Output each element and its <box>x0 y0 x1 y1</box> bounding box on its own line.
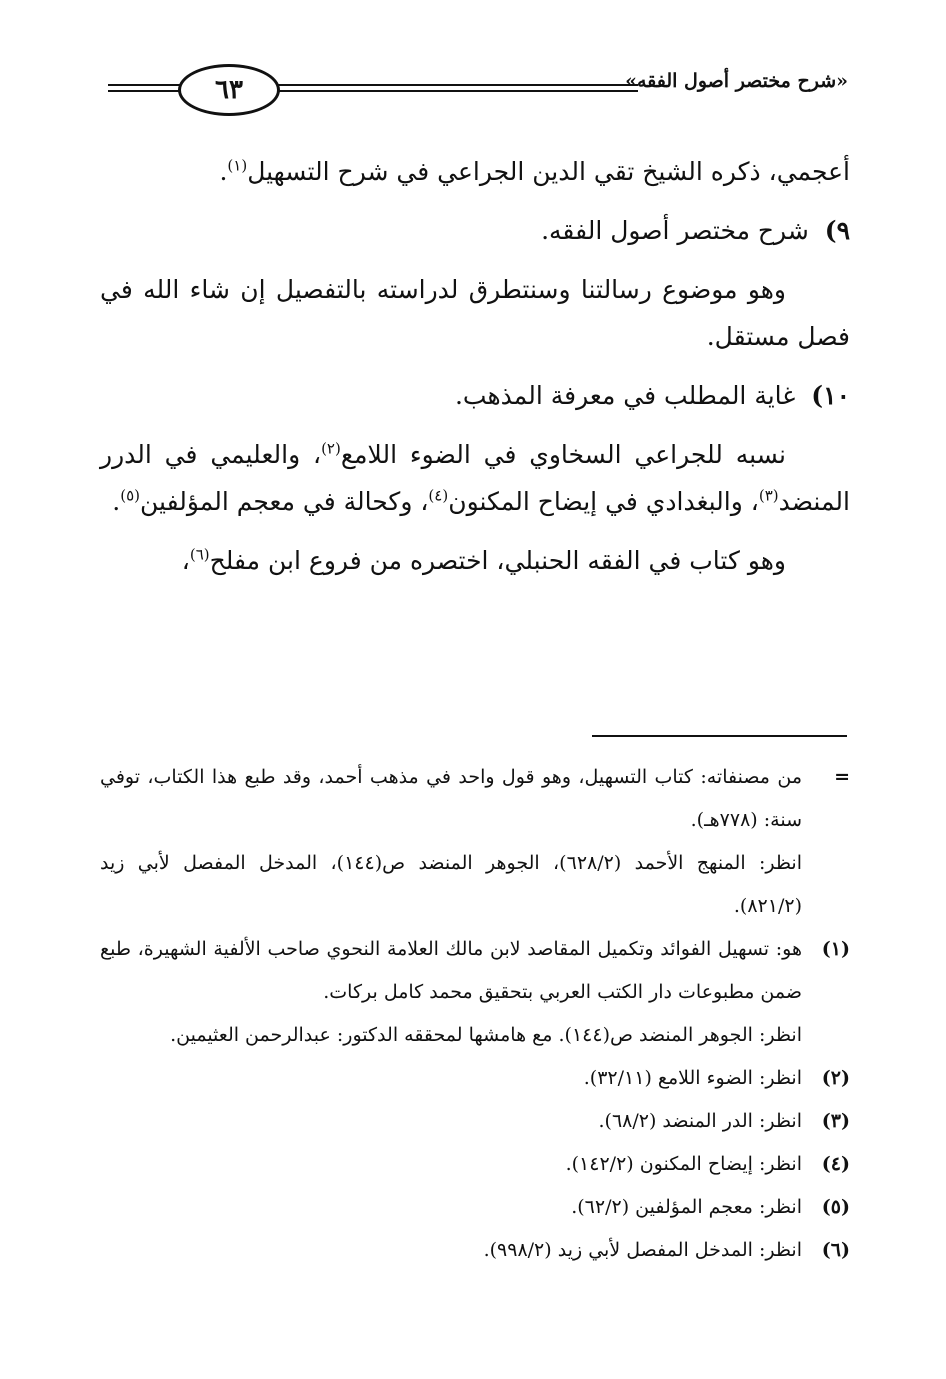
paragraph-3-part-c: ، والبغدادي في إيضاح المكنون <box>448 487 759 516</box>
paragraph-4-text: وهو كتاب في الفقه الحنبلي، اختصره من فروع ابن مفلح <box>209 546 786 575</box>
paragraph-1-end: . <box>219 157 228 186</box>
paragraph-1-text: أعجمي، ذكره الشيخ تقي الدين الجراعي في شرح التسهيل <box>247 157 850 186</box>
footnote-3-text: انظر: الدر المنضد (٦٨/٢). <box>598 1110 802 1132</box>
paragraph-3-part-b: ، والعليمي في الدرر المنضد <box>100 440 850 516</box>
footnote-2-marker: (٢) <box>821 1067 850 1089</box>
footnote-2-text: انظر: الضوء اللامع (٣٢/١١). <box>583 1067 802 1089</box>
list-item-10-text: غاية المطلب في معرفة المذهب. <box>454 381 796 410</box>
footnote-1 <box>100 928 850 1057</box>
running-title: «شرح مختصر أصول الفقه» <box>625 70 848 92</box>
footnote-1-line-2: انظر: الجوهر المنضد ص(١٤٤). مع هامشها لمحققه الدكتور: عبدالرحمن العثيمين. <box>170 1024 802 1046</box>
paragraph-3-part-d: ، وكحالة في معجم المؤلفين <box>140 487 429 516</box>
footnote-continued-line-2: انظر: المنهج الأحمد (٦٢٨/٢)، الجوهر المنضد ص(١٤٤)، المدخل المفصل لأبي زيد (٨٢١/٢). <box>100 852 802 917</box>
footnote-ref-3: (٣) <box>758 486 779 505</box>
footnote-1-line-1: هو: تسهيل الفوائد وتكميل المقاصد لابن مالك العلامة النحوي صاحب الألفية الشهيرة، طبع ضمن مطبوعات دار الكتب العربي بتحقيق محمد كامل بركات. <box>100 938 802 1003</box>
footnote-ref-5: (٥) <box>120 486 141 505</box>
paragraph-4 <box>100 537 850 584</box>
page-number-text: ٦٣ <box>215 75 243 105</box>
footnote-continued-marker: = <box>834 766 850 788</box>
footnote-ref-4: (٤) <box>428 486 449 505</box>
paragraph-3-part-a: نسبه للجراعي السخاوي في الضوء اللامع <box>340 440 786 469</box>
paragraph-1 <box>100 148 850 195</box>
list-item-9 <box>100 207 850 254</box>
footnote-4-text: انظر: إيضاح المكنون (١٤٢/٢). <box>565 1153 802 1175</box>
list-item-9-number: ٩) <box>824 216 850 245</box>
footnote-6 <box>100 1229 850 1272</box>
footnote-ref-2: (٢) <box>321 439 341 458</box>
paragraph-2: وهو موضوع رسالتنا وسنتطرق لدراسته بالتفصيل إن شاء الله في فصل مستقل. <box>100 275 850 351</box>
footnote-4-marker: (٤) <box>821 1153 850 1175</box>
footnote-6-text: انظر: المدخل المفصل لأبي زيد (٩٩٨/٢). <box>483 1239 802 1261</box>
footnote-4 <box>100 1143 850 1186</box>
footnote-continued <box>100 756 850 928</box>
footnote-ref-1: (١) <box>227 156 248 175</box>
page-header <box>0 58 946 118</box>
footnote-3 <box>100 1100 850 1143</box>
paragraph-4-end: ، <box>181 546 190 575</box>
footnote-divider <box>592 735 847 737</box>
paragraph-3 <box>100 431 850 525</box>
list-item-9-text: شرح مختصر أصول الفقه. <box>541 216 809 245</box>
footnote-3-marker: (٣) <box>821 1110 850 1132</box>
footnote-5-text: انظر: معجم المؤلفين (٦٢/٢). <box>571 1196 802 1218</box>
footnote-ref-6: (٦) <box>189 545 210 564</box>
list-item-10-number: ١٠) <box>811 381 850 410</box>
footnote-1-marker: (١) <box>821 938 850 960</box>
footnote-5-marker: (٥) <box>821 1196 850 1218</box>
paragraph-3-part-e: . <box>112 487 121 516</box>
header-rule-right <box>258 84 638 92</box>
footnotes <box>100 756 850 1272</box>
page-number <box>178 64 280 116</box>
footnote-continued-line-1: من مصنفاته: كتاب التسهيل، وهو قول واحد في مذهب أحمد، وقد طبع هذا الكتاب، توفي سنة: (٧٧٨هـ). <box>100 766 802 831</box>
footnote-2 <box>100 1057 850 1100</box>
list-item-10 <box>100 372 850 419</box>
footnote-5 <box>100 1186 850 1229</box>
main-text <box>100 148 850 596</box>
footnote-6-marker: (٦) <box>821 1239 850 1261</box>
